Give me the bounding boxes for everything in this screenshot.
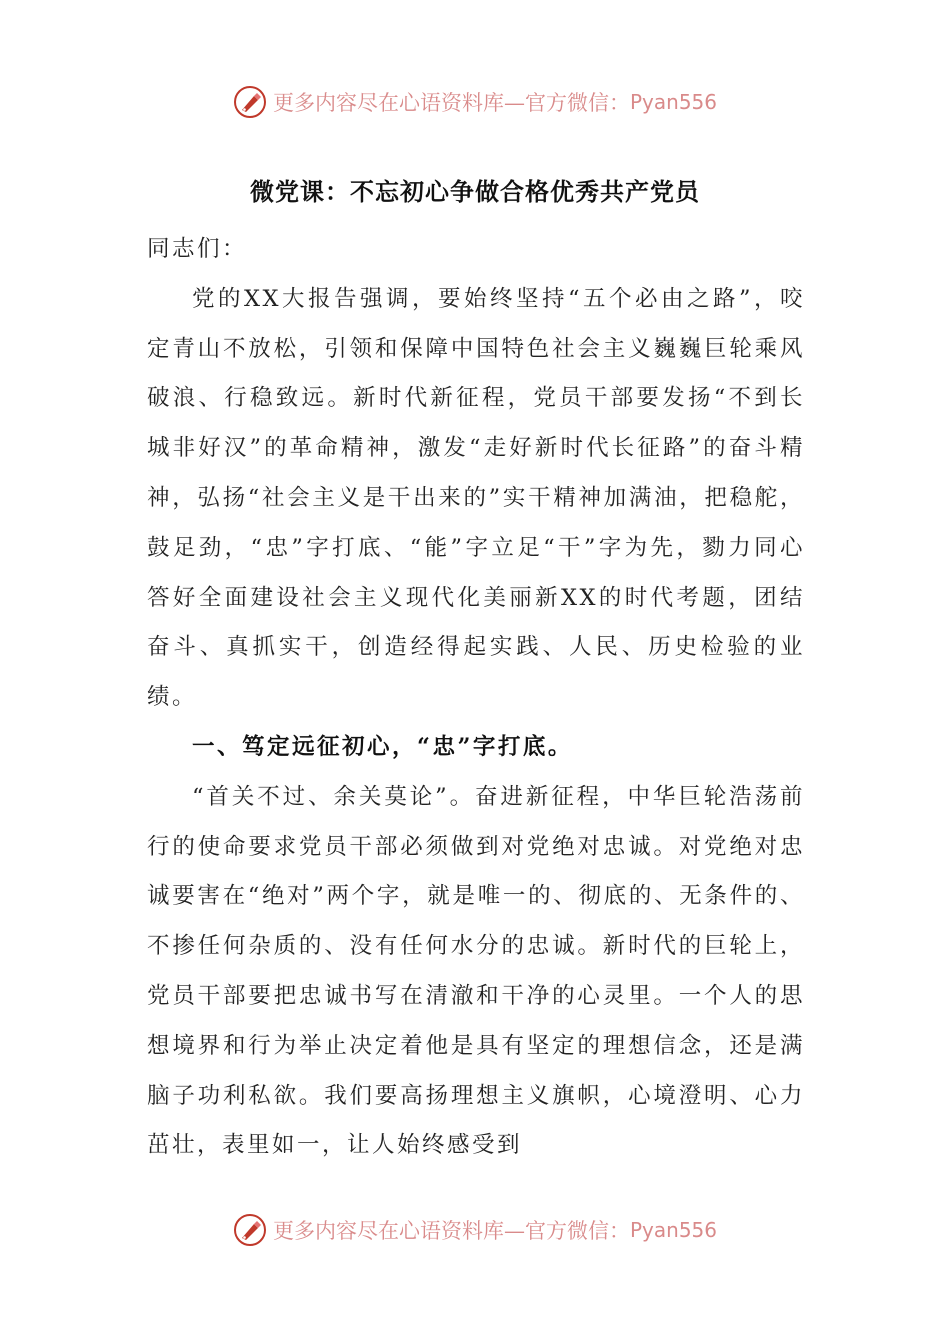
- greeting: 同志们：: [147, 236, 248, 262]
- watermark-header: [0, 82, 950, 122]
- pen-nib-logo-icon: [233, 1213, 267, 1247]
- watermark-wechat-id: Pyan556: [629, 90, 717, 114]
- paragraph: “首关不过、余关莫论”。奋进新征程，中华巨轮浩荡前行的使命要求党员干部必须做到对党绝对忠诚。对党绝对忠诚要害在“绝对”两个字，就是唯一的、彻底的、无条件的、不掺任何杂质的、没有任何水分的忠诚。新时代的巨轮上，党员干部要把忠诚书写在清澈和干净的心灵里。一个人的思想境界和行为举止决定着他是具有坚定的理想信念，还是满脑子功利私欲。我们要高扬理想主义旗帜，心境澄明、心力茁壮，表里如一，让人始终感受到: [147, 783, 805, 1159]
- watermark-text: 更多内容尽在心语资料库—官方微信：: [272, 91, 630, 115]
- watermark-text: 更多内容尽在心语资料库—官方微信：: [272, 1219, 630, 1243]
- paragraph: 党的XX大报告强调，要始终坚持“五个必由之路”，咬定青山不放松，引领和保障中国特色社会主义巍巍巨轮乘风破浪、行稳致远。新时代新征程，党员干部要发扬“不到长城非好汉”的革命精神，激发“走好新时代长征路”的奋斗精神，弘扬“社会主义是干出来的”实干精神加满油，把稳舵，鼓足劲，“忠”字打底、“能”字立足“干”字为先，勠力同心答好全面建设社会主义现代化美丽新XX的时代考题，团结奋斗、真抓实干，创造经得起实践、人民、历史检验的业绩。: [147, 285, 805, 711]
- pen-nib-logo-icon: [233, 85, 267, 119]
- watermark-footer: [0, 1210, 950, 1250]
- section-heading: 一、笃定远征初心，“忠”字打底。: [192, 733, 573, 760]
- document-title: 微党课：不忘初心争做合格优秀共产党员: [250, 177, 700, 206]
- document-body: [147, 225, 805, 1171]
- watermark-wechat-id: Pyan556: [629, 1218, 717, 1242]
